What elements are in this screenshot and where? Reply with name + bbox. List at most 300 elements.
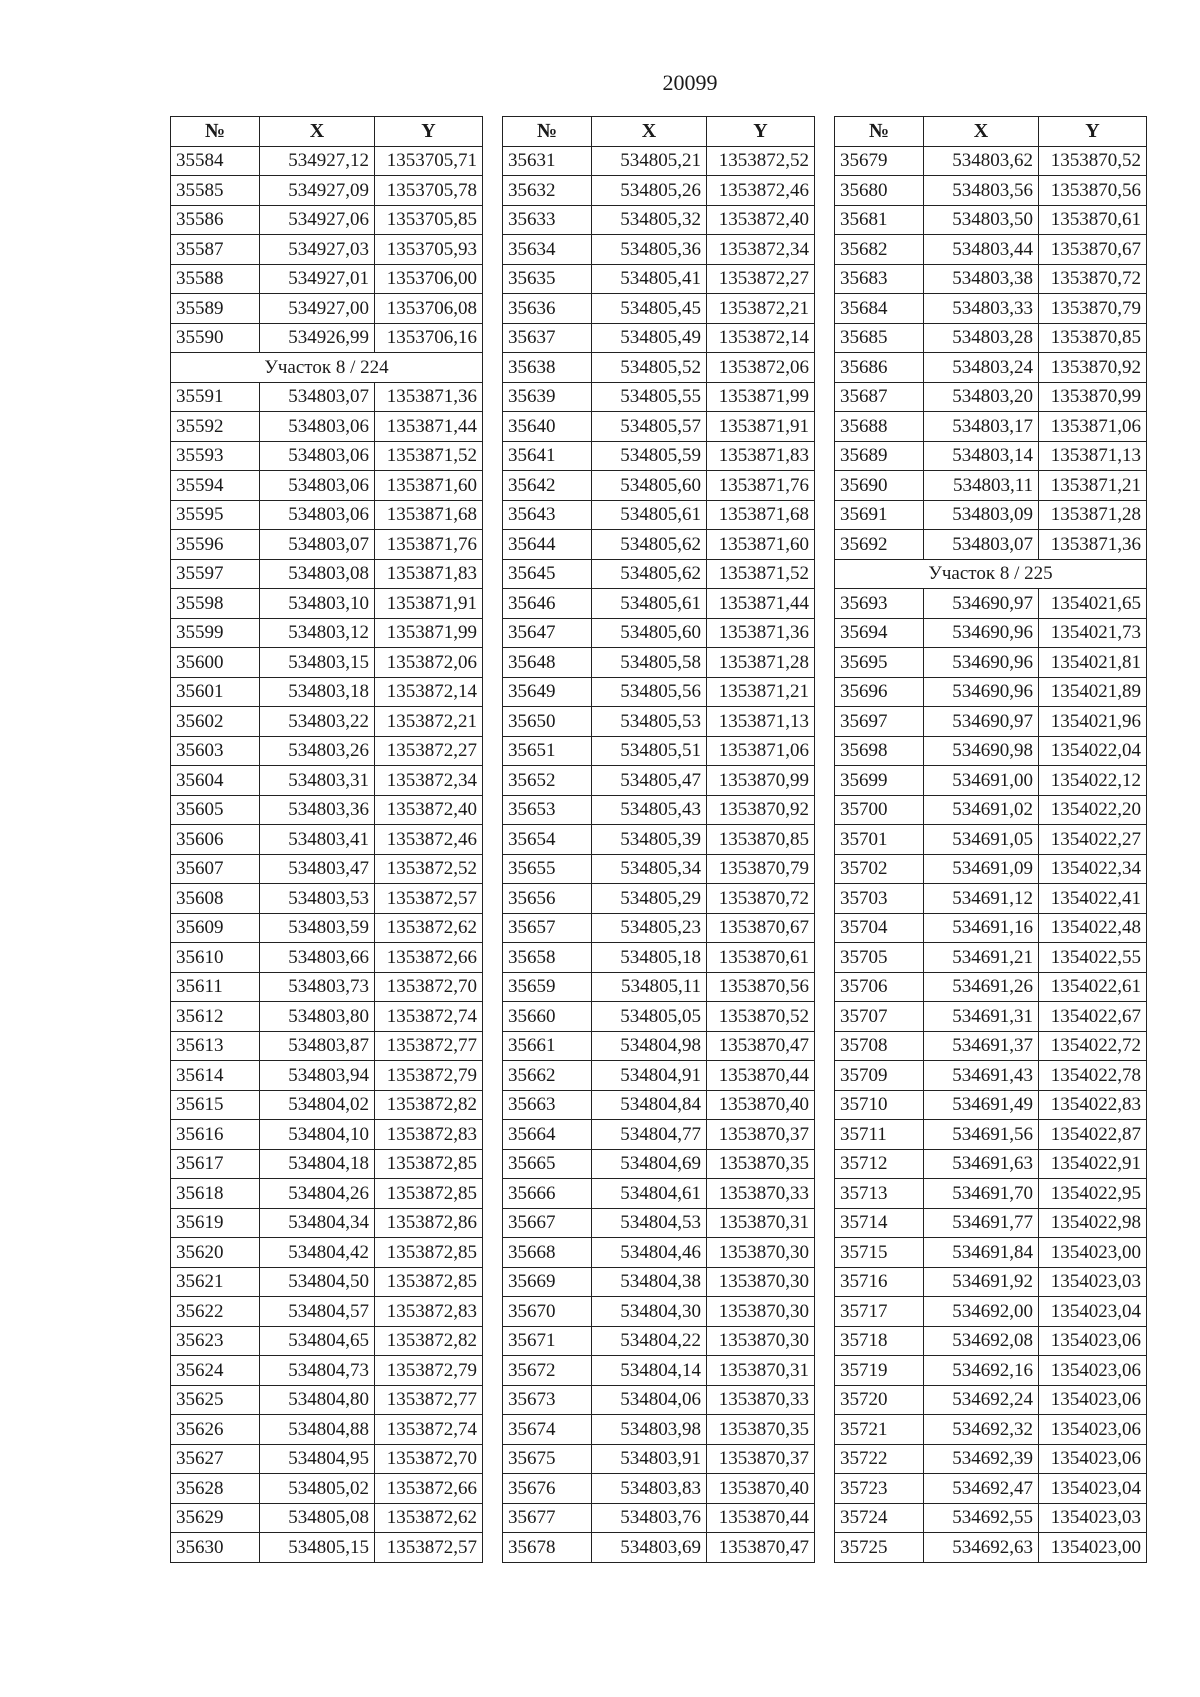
x-coordinate: 534803,38	[924, 264, 1039, 294]
point-number: 35608	[171, 884, 260, 914]
point-number: 35594	[171, 471, 260, 501]
x-coordinate: 534927,06	[260, 205, 375, 235]
point-number: 35601	[171, 677, 260, 707]
y-coordinate: 1353872,62	[375, 913, 483, 943]
point-number: 35595	[171, 500, 260, 530]
table-row	[503, 1503, 815, 1533]
y-coordinate: 1353872,85	[375, 1267, 483, 1297]
x-coordinate: 534804,88	[260, 1415, 375, 1445]
x-coordinate: 534690,96	[924, 618, 1039, 648]
table-row	[835, 795, 1147, 825]
point-number: 35588	[171, 264, 260, 294]
y-coordinate: 1354023,03	[1039, 1503, 1147, 1533]
table-row	[171, 677, 483, 707]
table-row	[835, 943, 1147, 973]
x-coordinate: 534803,59	[260, 913, 375, 943]
y-coordinate: 1353870,35	[707, 1415, 815, 1445]
point-number: 35691	[835, 500, 924, 530]
y-coordinate: 1353870,40	[707, 1090, 815, 1120]
point-number: 35603	[171, 736, 260, 766]
y-coordinate: 1354022,61	[1039, 972, 1147, 1002]
x-coordinate: 534805,15	[260, 1533, 375, 1563]
table-row	[503, 412, 815, 442]
x-coordinate: 534805,52	[592, 353, 707, 383]
y-coordinate: 1353870,79	[707, 854, 815, 884]
x-coordinate: 534805,51	[592, 736, 707, 766]
point-number: 35654	[503, 825, 592, 855]
table-row	[503, 854, 815, 884]
x-coordinate: 534804,38	[592, 1267, 707, 1297]
y-coordinate: 1353872,70	[375, 972, 483, 1002]
point-number: 35704	[835, 913, 924, 943]
y-coordinate: 1353870,72	[1039, 264, 1147, 294]
point-number: 35619	[171, 1208, 260, 1238]
x-coordinate: 534805,11	[592, 972, 707, 1002]
y-coordinate: 1353871,68	[707, 500, 815, 530]
x-coordinate: 534691,49	[924, 1090, 1039, 1120]
point-number: 35600	[171, 648, 260, 678]
y-coordinate: 1353870,61	[707, 943, 815, 973]
y-coordinate: 1353870,52	[707, 1002, 815, 1032]
table-row	[171, 146, 483, 176]
table-row	[503, 884, 815, 914]
point-number: 35725	[835, 1533, 924, 1563]
point-number: 35684	[835, 294, 924, 324]
y-coordinate: 1353705,93	[375, 235, 483, 265]
table-row	[503, 825, 815, 855]
x-coordinate: 534805,61	[592, 500, 707, 530]
y-coordinate: 1353871,68	[375, 500, 483, 530]
table-row	[503, 1179, 815, 1209]
table-row	[171, 1120, 483, 1150]
y-coordinate: 1353872,74	[375, 1002, 483, 1032]
header-y: Y	[375, 117, 483, 147]
point-number: 35719	[835, 1356, 924, 1386]
y-coordinate: 1353872,21	[375, 707, 483, 737]
table-row	[835, 913, 1147, 943]
point-number: 35590	[171, 323, 260, 353]
x-coordinate: 534805,41	[592, 264, 707, 294]
y-coordinate: 1353871,52	[707, 559, 815, 589]
table-row	[171, 1090, 483, 1120]
y-coordinate: 1353871,60	[707, 530, 815, 560]
y-coordinate: 1353871,13	[1039, 441, 1147, 471]
point-number: 35642	[503, 471, 592, 501]
x-coordinate: 534804,18	[260, 1149, 375, 1179]
y-coordinate: 1354023,06	[1039, 1444, 1147, 1474]
table-row	[171, 235, 483, 265]
x-coordinate: 534804,73	[260, 1356, 375, 1386]
point-number: 35620	[171, 1238, 260, 1268]
point-number: 35713	[835, 1179, 924, 1209]
x-coordinate: 534803,12	[260, 618, 375, 648]
x-coordinate: 534804,95	[260, 1444, 375, 1474]
point-number: 35629	[171, 1503, 260, 1533]
x-coordinate: 534691,56	[924, 1120, 1039, 1150]
table-row	[835, 1326, 1147, 1356]
y-coordinate: 1353872,85	[375, 1179, 483, 1209]
x-coordinate: 534691,84	[924, 1238, 1039, 1268]
table-row	[835, 1356, 1147, 1386]
table-row	[835, 500, 1147, 530]
y-coordinate: 1354022,98	[1039, 1208, 1147, 1238]
y-coordinate: 1353872,46	[375, 825, 483, 855]
table-row	[835, 1031, 1147, 1061]
x-coordinate: 534803,47	[260, 854, 375, 884]
x-coordinate: 534803,09	[924, 500, 1039, 530]
point-number: 35690	[835, 471, 924, 501]
y-coordinate: 1353872,34	[707, 235, 815, 265]
point-number: 35659	[503, 972, 592, 1002]
point-number: 35695	[835, 648, 924, 678]
point-number: 35674	[503, 1415, 592, 1445]
table-row	[835, 1385, 1147, 1415]
point-number: 35686	[835, 353, 924, 383]
table-row	[171, 1238, 483, 1268]
x-coordinate: 534803,41	[260, 825, 375, 855]
table-row	[835, 1267, 1147, 1297]
table-row	[171, 1149, 483, 1179]
header-x: X	[592, 117, 707, 147]
table-row	[835, 884, 1147, 914]
header-number: №	[503, 117, 592, 147]
x-coordinate: 534803,11	[924, 471, 1039, 501]
table-row	[835, 677, 1147, 707]
x-coordinate: 534805,26	[592, 176, 707, 206]
table-row	[835, 1120, 1147, 1150]
x-coordinate: 534805,60	[592, 471, 707, 501]
point-number: 35593	[171, 441, 260, 471]
x-coordinate: 534691,26	[924, 972, 1039, 1002]
point-number: 35604	[171, 766, 260, 796]
point-number: 35647	[503, 618, 592, 648]
x-coordinate: 534927,03	[260, 235, 375, 265]
table-row	[503, 589, 815, 619]
point-number: 35630	[171, 1533, 260, 1563]
y-coordinate: 1353870,92	[707, 795, 815, 825]
y-coordinate: 1353705,78	[375, 176, 483, 206]
table-row	[503, 323, 815, 353]
table-row	[503, 1415, 815, 1445]
x-coordinate: 534692,47	[924, 1474, 1039, 1504]
y-coordinate: 1353872,85	[375, 1149, 483, 1179]
point-number: 35723	[835, 1474, 924, 1504]
y-coordinate: 1353870,79	[1039, 294, 1147, 324]
table-row	[835, 382, 1147, 412]
x-coordinate: 534805,56	[592, 677, 707, 707]
header-number: №	[171, 117, 260, 147]
table-row	[171, 1385, 483, 1415]
x-coordinate: 534803,80	[260, 1002, 375, 1032]
point-number: 35636	[503, 294, 592, 324]
y-coordinate: 1353706,16	[375, 323, 483, 353]
table-row	[171, 707, 483, 737]
x-coordinate: 534691,21	[924, 943, 1039, 973]
y-coordinate: 1354023,00	[1039, 1533, 1147, 1563]
point-number: 35700	[835, 795, 924, 825]
x-coordinate: 534804,57	[260, 1297, 375, 1327]
x-coordinate: 534691,09	[924, 854, 1039, 884]
table-row	[171, 854, 483, 884]
x-coordinate: 534803,62	[924, 146, 1039, 176]
x-coordinate: 534691,31	[924, 1002, 1039, 1032]
x-coordinate: 534927,00	[260, 294, 375, 324]
x-coordinate: 534805,59	[592, 441, 707, 471]
point-number: 35698	[835, 736, 924, 766]
table-row	[835, 441, 1147, 471]
header-row	[171, 117, 483, 147]
x-coordinate: 534804,06	[592, 1385, 707, 1415]
table-row	[835, 825, 1147, 855]
y-coordinate: 1353870,85	[1039, 323, 1147, 353]
y-coordinate: 1354022,41	[1039, 884, 1147, 914]
table-row	[835, 412, 1147, 442]
table-row	[171, 1415, 483, 1445]
table-row	[171, 795, 483, 825]
x-coordinate: 534690,98	[924, 736, 1039, 766]
table-row	[503, 1208, 815, 1238]
x-coordinate: 534926,99	[260, 323, 375, 353]
x-coordinate: 534692,55	[924, 1503, 1039, 1533]
table-row	[171, 913, 483, 943]
x-coordinate: 534691,12	[924, 884, 1039, 914]
point-number: 35638	[503, 353, 592, 383]
point-number: 35640	[503, 412, 592, 442]
x-coordinate: 534803,10	[260, 589, 375, 619]
table-row	[171, 264, 483, 294]
table-row	[503, 441, 815, 471]
y-coordinate: 1353870,85	[707, 825, 815, 855]
point-number: 35699	[835, 766, 924, 796]
x-coordinate: 534804,69	[592, 1149, 707, 1179]
y-coordinate: 1353870,30	[707, 1326, 815, 1356]
y-coordinate: 1354022,72	[1039, 1031, 1147, 1061]
table-row	[171, 530, 483, 560]
x-coordinate: 534805,60	[592, 618, 707, 648]
x-coordinate: 534805,47	[592, 766, 707, 796]
x-coordinate: 534804,91	[592, 1061, 707, 1091]
table-row	[835, 1297, 1147, 1327]
x-coordinate: 534803,94	[260, 1061, 375, 1091]
y-coordinate: 1353872,57	[375, 1533, 483, 1563]
y-coordinate: 1353872,06	[375, 648, 483, 678]
x-coordinate: 534692,39	[924, 1444, 1039, 1474]
x-coordinate: 534804,53	[592, 1208, 707, 1238]
y-coordinate: 1353872,62	[375, 1503, 483, 1533]
point-number: 35669	[503, 1267, 592, 1297]
point-number: 35644	[503, 530, 592, 560]
x-coordinate: 534803,20	[924, 382, 1039, 412]
point-number: 35692	[835, 530, 924, 560]
coordinates-table-1	[170, 116, 483, 1563]
table-row	[171, 176, 483, 206]
y-coordinate: 1353871,91	[707, 412, 815, 442]
y-coordinate: 1354022,27	[1039, 825, 1147, 855]
y-coordinate: 1353871,60	[375, 471, 483, 501]
x-coordinate: 534690,97	[924, 589, 1039, 619]
y-coordinate: 1353870,61	[1039, 205, 1147, 235]
y-coordinate: 1353872,74	[375, 1415, 483, 1445]
table-row	[171, 1179, 483, 1209]
y-coordinate: 1354021,81	[1039, 648, 1147, 678]
y-coordinate: 1353870,35	[707, 1149, 815, 1179]
point-number: 35717	[835, 1297, 924, 1327]
x-coordinate: 534803,83	[592, 1474, 707, 1504]
table-row	[171, 500, 483, 530]
point-number: 35592	[171, 412, 260, 442]
header-x: X	[260, 117, 375, 147]
x-coordinate: 534804,14	[592, 1356, 707, 1386]
y-coordinate: 1354022,95	[1039, 1179, 1147, 1209]
y-coordinate: 1354022,55	[1039, 943, 1147, 973]
y-coordinate: 1353870,40	[707, 1474, 815, 1504]
x-coordinate: 534804,46	[592, 1238, 707, 1268]
x-coordinate: 534803,06	[260, 471, 375, 501]
table-row	[171, 1326, 483, 1356]
table-row	[503, 766, 815, 796]
point-number: 35714	[835, 1208, 924, 1238]
x-coordinate: 534804,10	[260, 1120, 375, 1150]
point-number: 35605	[171, 795, 260, 825]
point-number: 35607	[171, 854, 260, 884]
table-row	[171, 1444, 483, 1474]
x-coordinate: 534803,07	[260, 530, 375, 560]
x-coordinate: 534805,55	[592, 382, 707, 412]
y-coordinate: 1354021,96	[1039, 707, 1147, 737]
x-coordinate: 534804,50	[260, 1267, 375, 1297]
table-row	[503, 1090, 815, 1120]
point-number: 35664	[503, 1120, 592, 1150]
header-y: Y	[1039, 117, 1147, 147]
y-coordinate: 1353872,06	[707, 353, 815, 383]
table-row	[503, 943, 815, 973]
coordinates-table-2	[502, 116, 815, 1563]
point-number: 35658	[503, 943, 592, 973]
x-coordinate: 534691,43	[924, 1061, 1039, 1091]
point-number: 35672	[503, 1356, 592, 1386]
table-row	[503, 1533, 815, 1563]
point-number: 35609	[171, 913, 260, 943]
point-number: 35625	[171, 1385, 260, 1415]
y-coordinate: 1353872,14	[375, 677, 483, 707]
point-number: 35617	[171, 1149, 260, 1179]
point-number: 35722	[835, 1444, 924, 1474]
x-coordinate: 534803,36	[260, 795, 375, 825]
y-coordinate: 1353870,44	[707, 1061, 815, 1091]
x-coordinate: 534803,31	[260, 766, 375, 796]
section-label: Участок 8 / 225	[835, 559, 1147, 589]
table-row	[835, 323, 1147, 353]
x-coordinate: 534691,63	[924, 1149, 1039, 1179]
point-number: 35587	[171, 235, 260, 265]
y-coordinate: 1354023,04	[1039, 1297, 1147, 1327]
x-coordinate: 534804,42	[260, 1238, 375, 1268]
table-row	[835, 1415, 1147, 1445]
y-coordinate: 1353871,28	[707, 648, 815, 678]
y-coordinate: 1353870,30	[707, 1297, 815, 1327]
x-coordinate: 534805,58	[592, 648, 707, 678]
x-coordinate: 534805,57	[592, 412, 707, 442]
table-row	[835, 766, 1147, 796]
y-coordinate: 1353871,21	[707, 677, 815, 707]
x-coordinate: 534691,92	[924, 1267, 1039, 1297]
point-number: 35663	[503, 1090, 592, 1120]
table-row	[171, 766, 483, 796]
table-row	[503, 1061, 815, 1091]
x-coordinate: 534690,96	[924, 648, 1039, 678]
point-number: 35694	[835, 618, 924, 648]
table-row	[171, 559, 483, 589]
y-coordinate: 1354022,87	[1039, 1120, 1147, 1150]
point-number: 35710	[835, 1090, 924, 1120]
table-row	[503, 235, 815, 265]
x-coordinate: 534804,30	[592, 1297, 707, 1327]
point-number: 35706	[835, 972, 924, 1002]
point-number: 35618	[171, 1179, 260, 1209]
x-coordinate: 534803,17	[924, 412, 1039, 442]
point-number: 35648	[503, 648, 592, 678]
y-coordinate: 1354021,73	[1039, 618, 1147, 648]
x-coordinate: 534805,23	[592, 913, 707, 943]
y-coordinate: 1354023,06	[1039, 1356, 1147, 1386]
point-number: 35612	[171, 1002, 260, 1032]
x-coordinate: 534805,18	[592, 943, 707, 973]
table-row	[503, 972, 815, 1002]
table-row	[171, 1208, 483, 1238]
y-coordinate: 1354021,89	[1039, 677, 1147, 707]
y-coordinate: 1353870,67	[707, 913, 815, 943]
y-coordinate: 1354022,78	[1039, 1061, 1147, 1091]
y-coordinate: 1353870,30	[707, 1238, 815, 1268]
x-coordinate: 534803,50	[924, 205, 1039, 235]
table-row	[835, 294, 1147, 324]
header-row	[835, 117, 1147, 147]
x-coordinate: 534803,24	[924, 353, 1039, 383]
header-row	[503, 117, 815, 147]
y-coordinate: 1353872,83	[375, 1297, 483, 1327]
x-coordinate: 534803,91	[592, 1444, 707, 1474]
point-number: 35709	[835, 1061, 924, 1091]
point-number: 35626	[171, 1415, 260, 1445]
y-coordinate: 1353871,36	[375, 382, 483, 412]
table-row	[171, 618, 483, 648]
y-coordinate: 1353870,99	[707, 766, 815, 796]
x-coordinate: 534927,09	[260, 176, 375, 206]
point-number: 35624	[171, 1356, 260, 1386]
point-number: 35649	[503, 677, 592, 707]
table-row	[171, 323, 483, 353]
x-coordinate: 534803,73	[260, 972, 375, 1002]
table-row	[503, 707, 815, 737]
table-row	[171, 884, 483, 914]
y-coordinate: 1353870,47	[707, 1533, 815, 1563]
table-row	[503, 1297, 815, 1327]
point-number: 35685	[835, 323, 924, 353]
y-coordinate: 1354021,65	[1039, 589, 1147, 619]
y-coordinate: 1353872,34	[375, 766, 483, 796]
point-number: 35681	[835, 205, 924, 235]
table-row	[171, 1503, 483, 1533]
y-coordinate: 1353870,33	[707, 1179, 815, 1209]
point-number: 35705	[835, 943, 924, 973]
y-coordinate: 1353705,85	[375, 205, 483, 235]
y-coordinate: 1353872,82	[375, 1326, 483, 1356]
table-row	[171, 972, 483, 1002]
x-coordinate: 534805,32	[592, 205, 707, 235]
table-row	[835, 353, 1147, 383]
table-row	[503, 1238, 815, 1268]
x-coordinate: 534803,06	[260, 412, 375, 442]
